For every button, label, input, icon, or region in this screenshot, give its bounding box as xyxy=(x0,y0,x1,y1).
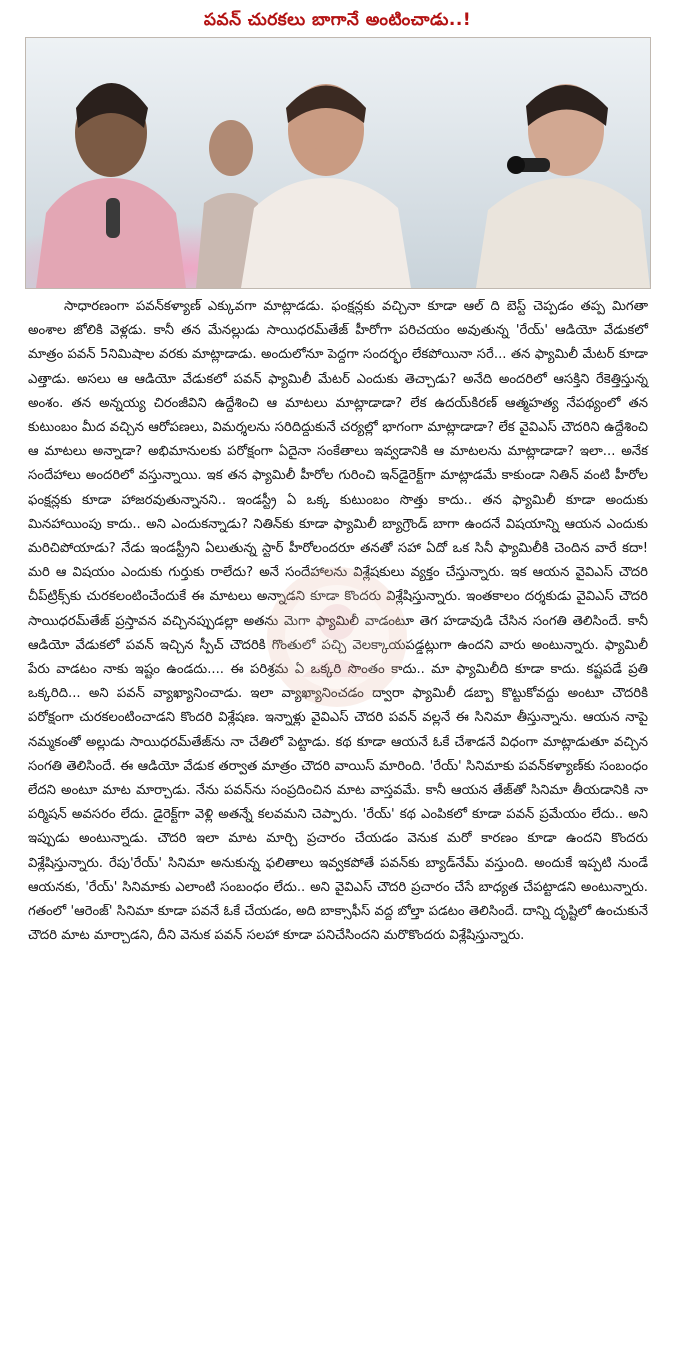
photo-three-men-on-stage-icon xyxy=(26,38,650,288)
article-headline: పవన్ చురకలు బాగానే అంటించాడు..! xyxy=(203,10,472,30)
article-body xyxy=(28,295,648,948)
article-photo xyxy=(25,37,651,289)
article-paragraph: సాధారణంగా పవన్‌కళ్యాణ్ ఎక్కువగా మాట్లాడడు. ఫంక్షన్లకు వచ్చినా కూడా ఆల్ ది బెస్ట్ చెప్పడం తప్ప మిగతా అంశాల జోలికి వెళ్లడు. కానీ తన మేనల్లుడు సాయిధరమ్‌తేజ్ హీరోగా పరిచయం అవుతున్న 'రేయ్' ఆడియో వేడుకలో మాత్రం పవన్ 5నిమిషాల వరకు మాట్లాడాడు. అందులోనూ పెద్దగా సందర్భం లేకపోయినా సరే... తన ఫ్యామిలీ మేటర్ కూడా ఎత్తాడు. అసలు ఆ ఆడియో వేడుకలో పవన్ ఫ్యామిలీ మేటర్ ఎందుకు తెచ్చాడు? అనేది అందరిలో ఆసక్తిని రేకెత్తిస్తున్న అంశం. తన అన్నయ్య చిరంజీవిని ఉద్దేశించి ఆ మాటలు మాట్లాడాడా? లేక ఉదయ్‌కిరణ్ ఆత్మహత్య నేపథ్యంలో తన కుటుంబం మీద వచ్చిన ఆరోపణలు, విమర్శలను సరిదిద్దుకునే చర్యల్లో భాగంగా మాట్లాడాడా? లేక వైవిఎస్ చౌదరిని ఉద్దేశించి ఆ మాటలు అన్నాడా? అభిమానులకు పరోక్షంగా ఏదైనా సంకేతాలు ఇవ్వడానికి ఆ మాటలను మాట్లాడాడా? ఇలా... అనేక సందేహాలు అందరిలో వస్తున్నాయి. ఇక తన ఫ్యామిలీ హీరోల గురించి ఇన్‌డైరెక్ట్‌గా మాట్లాడమే కాకుండా నితిన్ వంటి హీరోల ఫంక్షన్లకు కూడా హాజరవుతున్నానని.. ఇండస్ట్రీ ఏ ఒక్క కుటుంబం సొత్తు కాదు.. తన ఫ్యామిలీ కూడా అందుకు మినహాయింపు కాదు.. అని ఎందుకన్నాడు? నితిన్‌కు కూడా ఫ్యామిలీ బ్యాగ్రౌండ్ బాగా ఉందనే విషయాన్ని ఆయన ఎందుకు మరిచిపోయాడు? నేడు ఇండస్ట్రీని ఏలుతున్న స్టార్ హీరోలందరూ తనతో సహా ఏదో ఒక సినీ ఫ్యామిలీకి చెందిన వారే కదా! మరి ఆ విషయం ఎందుకు గుర్తుకు రాలేదు? అనే సందేహాలను విశ్లేషకులు వ్యక్తం చేస్తున్నారు. ఇక ఆయన వైవిఎస్ చౌదరి చీప్‌ట్రిక్స్‌కు చురకలంటించేందుకే ఈ మాటలు అన్నాడని కూడా కొందరు విశ్లేషిస్తున్నారు. ఇంతకాలం దర్శకుడు వైవిఎస్ చౌదరి సాయిధరమ్‌తేజ్ ప్రస్తావన వచ్చినప్పుడల్లా అతను మెగా ఫ్యామిలీ వాడంటూ తెగ హడావుడి చేసిన సంగతి తెలిసిందే. కానీ ఆడియో వేడుకలో పవన్ ఇచ్చిన స్పీచ్ చౌదరికి గొంతులో పచ్చి వెలక్కాయపడ్డట్లుగా ఉందని వారు అంటున్నారు. ఫ్యామిలీ పేరు వాడటం నాకు ఇష్టం ఉండదు.... ఈ పరిశ్రమ ఏ ఒక్కరి సొంతం కాదు.. మా ఫ్యామిలీది కూడా కాదు. కష్టపడే ప్రతి ఒక్కరిది... అని పవన్ వ్యాఖ్యానించాడు. ఇలా వ్యాఖ్యానించడం ద్వారా ఫ్యామిలీ డబ్బా కొట్టుకోవద్దు అంటూ చౌదరికి పరోక్షంగా చురకలంటించాడని కొందరి విశ్లేషణ. ఇన్నాళ్లు వైవిఎస్ చౌదరి పవన్ వల్లనే ఈ సినిమా తీస్తున్నాను. ఆయన నాపై నమ్మకంతో అల్లుడు సాయిధరమ్‌తేజ్‌ను నా చేతిలో పెట్టాడు. కథ కూడా ఆయనే ఓకే చేశాడనే విధంగా మాట్లాడుతూ వచ్చిన సంగతి తెలిసిందే. ఈ ఆడియో వేడుక తర్వాత మాత్రం చౌదరి వాయిస్ మారింది. 'రేయ్' సినిమాకు పవన్‌కళ్యాణ్‌కు సంబంధం లేదని అంటూ మాట మార్చాడు. నేను పవన్‌ను సంప్రదించిన మాట వాస్తవమే. కానీ ఆయన తేజ్‌తో సినిమా తీయడానికి నా పర్మిషన్ అవసరం లేదు. డైరెక్ట్‌గా వెళ్లి అతన్నే కలవమని చెప్పారు. 'రేయ్' కథ ఎంపికలో కూడా పవన్ ప్రమేయం లేదు.. అని ఇప్పుడు అంటున్నాడు. చౌదరి ఇలా మాట మార్చి ప్రచారం చేయడం వెనుక మరో కారణం కూడా ఉందని కొందరు విశ్లేషిస్తున్నారు. రేపు'రేయ్' సినిమా అనుకున్న ఫలితాలు ఇవ్వకపోతే పవన్‌కు బ్యాడ్‌నేమ్ వస్తుంది. అందుకే ఇప్పటి నుండే ఆయనకు, 'రేయ్' సినిమాకు ఎలాంటి సంబంధం లేదు.. అని వైవిఎస్ చౌదరి ప్రచారం చేసే బాధ్యత చేపట్టాడని అంటున్నారు. గతంలో 'ఆరెంజ్' సినిమా కూడా పవనే ఓకే చేయడం, అది బాక్సాఫీస్ వద్ద బోల్తా పడటం తెలిసిందే. దాన్ని దృష్టిలో ఉంచుకునే చౌదరి మాట మార్చాడని, దీని వెనుక పవన్ సలహా కూడా పనిచేసిందని మరొకొందరు విశ్లేషిస్తున్నారు. xyxy=(28,299,649,944)
